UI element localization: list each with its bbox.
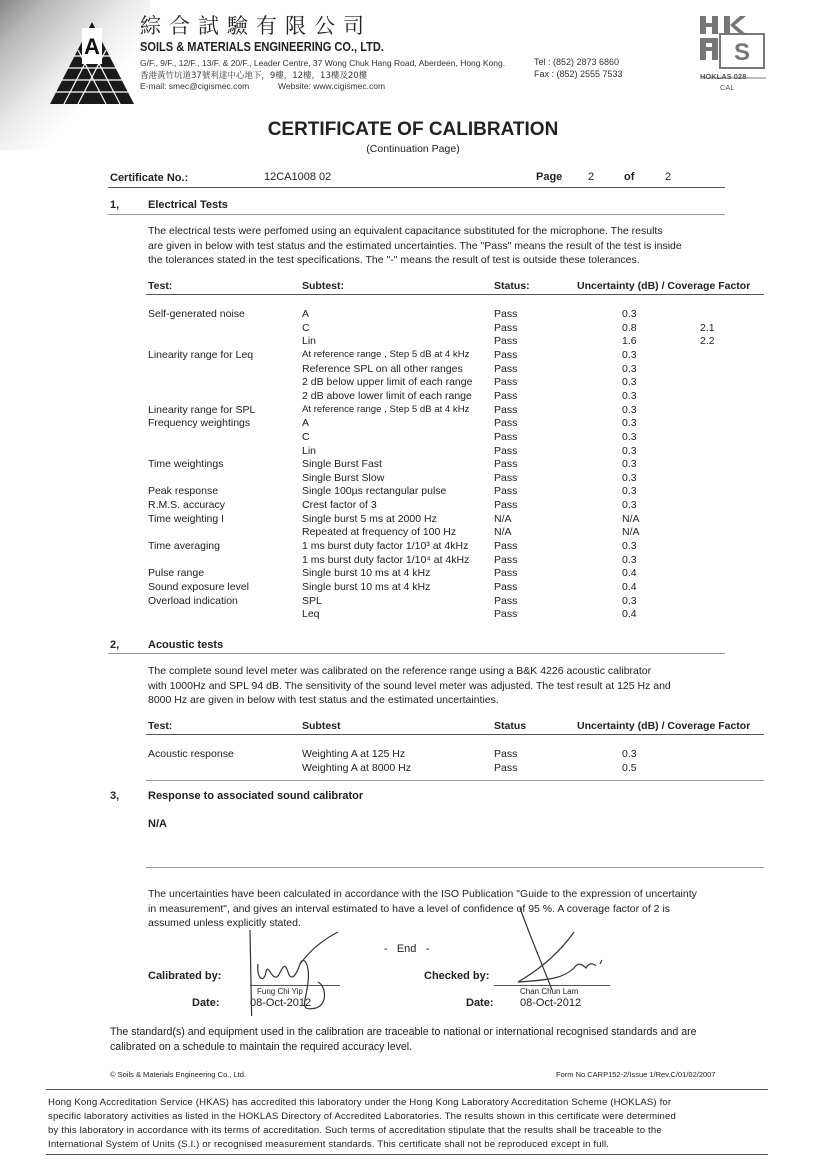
row-subtest: SPL [302, 594, 322, 607]
accreditation-footer [48, 1096, 676, 1152]
row-uncertainty: 0.3 [622, 362, 637, 375]
row-uncertainty: 0.3 [622, 458, 637, 471]
uncertainty-note [148, 887, 697, 931]
row-test: Linearity range for Leq [148, 348, 254, 361]
svg-text:A: A [84, 34, 100, 59]
acoustic-test-name: Acoustic response [148, 748, 234, 760]
section2-paragraph-line: The complete sound level meter was calibrated on the reference range using a B&K 4226 acoustic calibrator [148, 665, 652, 677]
row-uncertainty: 0.3 [622, 499, 637, 512]
row-status: Pass [494, 430, 518, 443]
company-name-english: SOILS & MATERIALS ENGINEERING CO., LTD. [140, 39, 384, 54]
row-test: Frequency weightings [148, 417, 251, 430]
row-uncertainty: 0.3 [622, 540, 637, 553]
row-uncertainty: 0.3 [622, 308, 637, 320]
row-subtest: Crest factor of 3 [302, 499, 377, 512]
of-label: of [624, 171, 635, 183]
checked-date-label: Date: [466, 997, 494, 1009]
col-header-status: Status: [494, 280, 530, 292]
row-status: Pass [494, 444, 518, 457]
row-test: Self-generated noise [148, 308, 245, 320]
row-subtest: Single burst 10 ms at 4 kHz [302, 581, 431, 593]
row-test: Linearity range for SPL [148, 403, 256, 416]
row-uncertainty: 0.3 [622, 430, 637, 443]
row-uncertainty: 0.3 [622, 594, 637, 607]
traceability-statement [110, 1025, 697, 1054]
col2-header-status: Status [494, 720, 527, 732]
row-test: Time weightings [148, 458, 224, 471]
section2-paragraph-line: with 1000Hz and SPL 94 dB. The sensitivity of the sound level meter was adjusted. The test result at 125 Hz and [148, 679, 671, 692]
row-uncertainty: 0.8 [622, 321, 637, 334]
col-header-subtest: Subtest: [302, 280, 344, 292]
row-uncertainty: 0.4 [622, 608, 637, 621]
footer-line: specific laboratory activities as listed in the HOKLAS Directory of Accredited Laboratories. The results shown in this certificate were determined [48, 1111, 677, 1122]
uncertainty-note-line: in measurement", and gives an interval estimated to have a level of confidence of 95 %. A coverage factor of 2 is [148, 902, 671, 915]
row-uncertainty: 0.3 [622, 417, 637, 430]
acoustic-status: Pass [494, 748, 518, 760]
row-subtest: C [302, 430, 310, 443]
traceability-line: The standard(s) and equipment used in the calibration are traceable to national or international recognised standards and are [110, 1026, 697, 1038]
section3-number: 3, [110, 790, 120, 802]
acoustic-subtest: Weighting A at 8000 Hz [302, 762, 411, 774]
row-status: Pass [494, 581, 518, 593]
row-uncertainty: 0.3 [622, 485, 637, 498]
row-subtest: Single Burst Fast [302, 458, 382, 471]
calibrator-signature [238, 926, 348, 1016]
table2-header-rule [146, 734, 764, 735]
row-uncertainty: 0.4 [622, 581, 637, 593]
row-uncertainty: 0.4 [622, 567, 637, 580]
row-subtest: Single burst 10 ms at 4 kHz [302, 567, 431, 580]
header-divider [108, 187, 725, 188]
row-uncertainty: N/A [622, 512, 640, 525]
copyright-notice: © Soils & Materials Engineering Co., Ltd. [110, 1070, 247, 1079]
row-subtest: 1 ms burst duty factor 1/10³ at 4kHz [302, 540, 469, 553]
section2-divider [108, 653, 725, 654]
acoustic-subtest: Weighting A at 125 Hz [302, 748, 406, 760]
row-test: Sound exposure level [148, 581, 249, 593]
section1-number: 1, [110, 199, 120, 211]
col2-header-test: Test: [148, 720, 173, 732]
checked-date: 08-Oct-2012 [520, 997, 582, 1009]
row-subtest: Repeated at frequency of 100 Hz [302, 526, 457, 539]
row-subtest: Leq [302, 608, 320, 621]
hoklas-accreditation-mark [698, 14, 770, 99]
row-status: N/A [494, 512, 512, 525]
row-coverage-factor: 2.1 [700, 321, 715, 334]
row-subtest: 2 dB above lower limit of each range [302, 389, 472, 402]
footer-rule-bottom [46, 1154, 768, 1155]
company-address-chinese: 香港黃竹坑道37號利達中心地下，9樓，12樓，13樓及20樓 [140, 71, 368, 81]
row-status: Pass [494, 403, 518, 416]
company-name-chinese: 綜合試驗有限公司 [140, 14, 372, 38]
row-uncertainty: 0.3 [622, 389, 637, 402]
row-status: Pass [494, 335, 518, 348]
row-status: Pass [494, 608, 518, 621]
footer-line: Hong Kong Accreditation Service (HKAS) has accredited this laboratory under the Hong Kong Laboratory Accreditation Scheme (HOKLAS) for [48, 1097, 672, 1108]
section1-paragraph-line: The electrical tests were perfomed using an equivalent capacitance substituted for the microphone. The results [148, 225, 663, 237]
row-status: Pass [494, 458, 518, 471]
calibrated-by-label: Calibrated by: [148, 970, 222, 982]
row-subtest: A [302, 308, 310, 320]
row-uncertainty: 0.3 [622, 348, 637, 361]
table2-bottom-rule [146, 780, 764, 781]
svg-text:S: S [734, 39, 751, 66]
row-status: Pass [494, 471, 518, 484]
calibrated-by-name: Fung Chi Yip [257, 987, 303, 996]
company-website: Website: www.cigismec.com [278, 81, 386, 91]
row-coverage-factor: 2.2 [700, 335, 715, 348]
footer-line: by this laboratory in accordance with its terms of accreditation. Such terms of accreditation stipulate that the results shall be traceable to the [48, 1125, 662, 1136]
calibrated-date-label: Date: [192, 997, 220, 1009]
row-test: Pulse range [148, 567, 205, 580]
row-status: N/A [494, 526, 512, 539]
section1-divider [108, 214, 725, 215]
col2-header-subtest: Subtest [302, 720, 341, 732]
section3-divider [146, 867, 764, 868]
row-status: Pass [494, 567, 518, 580]
row-subtest: At reference range , Step 5 dB at 4 kHz [302, 403, 470, 415]
row-uncertainty: 0.3 [622, 471, 637, 484]
row-status: Pass [494, 308, 518, 320]
page-label: Page [536, 171, 563, 183]
uncertainty-note-line: The uncertainties have been calculated in accordance with the ISO Publication "Guide to the expression of uncertainty [148, 888, 697, 900]
company-email: E-mail: smec@cigismec.com [140, 81, 250, 91]
row-subtest: Reference SPL on all other ranges [302, 362, 463, 375]
row-uncertainty: 0.3 [622, 376, 637, 389]
row-uncertainty: 0.3 [622, 403, 637, 416]
row-status: Pass [494, 348, 518, 361]
section1-heading: Electrical Tests [148, 199, 228, 211]
row-subtest: Single burst 5 ms at 2000 Hz [302, 512, 437, 525]
row-test: Time averaging [148, 540, 220, 553]
checked-by-name: Chan Chun Lam [520, 987, 579, 996]
company-logo [48, 20, 136, 109]
certificate-subtitle: (Continuation Page) [366, 143, 460, 155]
form-number: Form No.CARP152-2/Issue 1/Rev.C/01/02/2007 [556, 1070, 716, 1079]
end-marker: - End - [384, 943, 430, 955]
row-subtest: 1 ms burst duty factor 1/10⁴ at 4kHz [302, 553, 470, 566]
section1-paragraph-line: are given in below with test status and the estimated uncertainties. The "Pass" means the result of the test is inside [148, 239, 682, 252]
row-subtest: 2 dB below upper limit of each range [302, 376, 473, 389]
row-status: Pass [494, 389, 518, 402]
section3-value: N/A [148, 818, 167, 830]
row-test: R.M.S. accuracy [148, 499, 226, 512]
section1-paragraph [148, 224, 682, 268]
acoustic-uncertainty: 0.3 [622, 748, 637, 760]
checker-signature [490, 906, 610, 996]
certificate-no-value: 12CA1008 02 [264, 171, 332, 183]
company-tel: Tel : (852) 2873 6860 [534, 57, 620, 67]
section2-number: 2, [110, 639, 120, 651]
company-fax: Fax : (852) 2555 7533 [534, 69, 623, 79]
calibrated-date: 08-Oct-2012 [250, 997, 312, 1009]
certificate-no-label: Certificate No.: [110, 172, 189, 184]
row-test: Time weighting I [148, 512, 225, 525]
page-total: 2 [665, 171, 672, 183]
row-uncertainty: N/A [622, 526, 640, 539]
section2-heading: Acoustic tests [148, 639, 224, 651]
row-status: Pass [494, 553, 518, 566]
row-subtest: A [302, 417, 310, 430]
page-number: 2 [588, 171, 595, 183]
row-status: Pass [494, 485, 518, 498]
row-uncertainty: 0.3 [622, 444, 637, 457]
row-status: Pass [494, 594, 518, 607]
row-status: Pass [494, 417, 518, 430]
col-header-uncertainty: Uncertainty (dB) / Coverage Factor [577, 280, 751, 292]
acoustic-status: Pass [494, 762, 518, 774]
row-status: Pass [494, 499, 518, 512]
row-status: Pass [494, 362, 518, 375]
row-subtest: Lin [302, 444, 317, 457]
footer-rule-top [46, 1089, 768, 1090]
row-status: Pass [494, 321, 518, 334]
row-test: Peak response [148, 485, 219, 498]
hoklas-number: HOKLAS 028 [700, 72, 747, 81]
row-status: Pass [494, 540, 518, 553]
acoustic-uncertainty: 0.5 [622, 762, 637, 774]
section2-paragraph-line: 8000 Hz are given in below with test status and the estimated uncertainties. [148, 694, 499, 706]
checked-by-label: Checked by: [424, 970, 490, 982]
section1-paragraph-line: the tolerances stated in the test specifications. The "-" means the result of test is outside these tolerances. [148, 254, 640, 266]
row-subtest: Single 100µs rectangular pulse [302, 485, 447, 498]
row-subtest: Single Burst Slow [302, 471, 385, 484]
company-address: G/F., 9/F., 12/F., 13/F. & 20/F., Leader Centre, 37 Wong Chuk Hang Road, Aberdeen, Hong Kong. [140, 58, 506, 68]
section3-heading: Response to associated sound calibrator [148, 790, 364, 802]
uncertainty-note-line: assumed unless explicitly stated. [148, 917, 301, 929]
traceability-line: calibrated on a schedule to maintain the required accuracy level. [110, 1040, 413, 1053]
row-uncertainty: 0.3 [622, 553, 637, 566]
row-status: Pass [494, 376, 518, 389]
footer-line: International System of Units (S.I.) or recognised measurement standards. This certificate shall not be reproduced except in full. [48, 1139, 610, 1150]
row-subtest: At reference range , Step 5 dB at 4 kHz [302, 348, 470, 360]
row-subtest: Lin [302, 335, 317, 348]
col2-header-uncertainty: Uncertainty (dB) / Coverage Factor [577, 720, 751, 732]
certificate-title: CERTIFICATE OF CALIBRATION [267, 119, 559, 140]
hoklas-cal: CAL [720, 83, 735, 92]
table1-header-rule [146, 294, 764, 295]
row-subtest: C [302, 321, 310, 334]
row-test: Overload indication [148, 594, 238, 607]
row-uncertainty: 1.6 [622, 335, 637, 348]
col-header-test: Test: [148, 280, 173, 292]
section2-paragraph [148, 664, 671, 708]
